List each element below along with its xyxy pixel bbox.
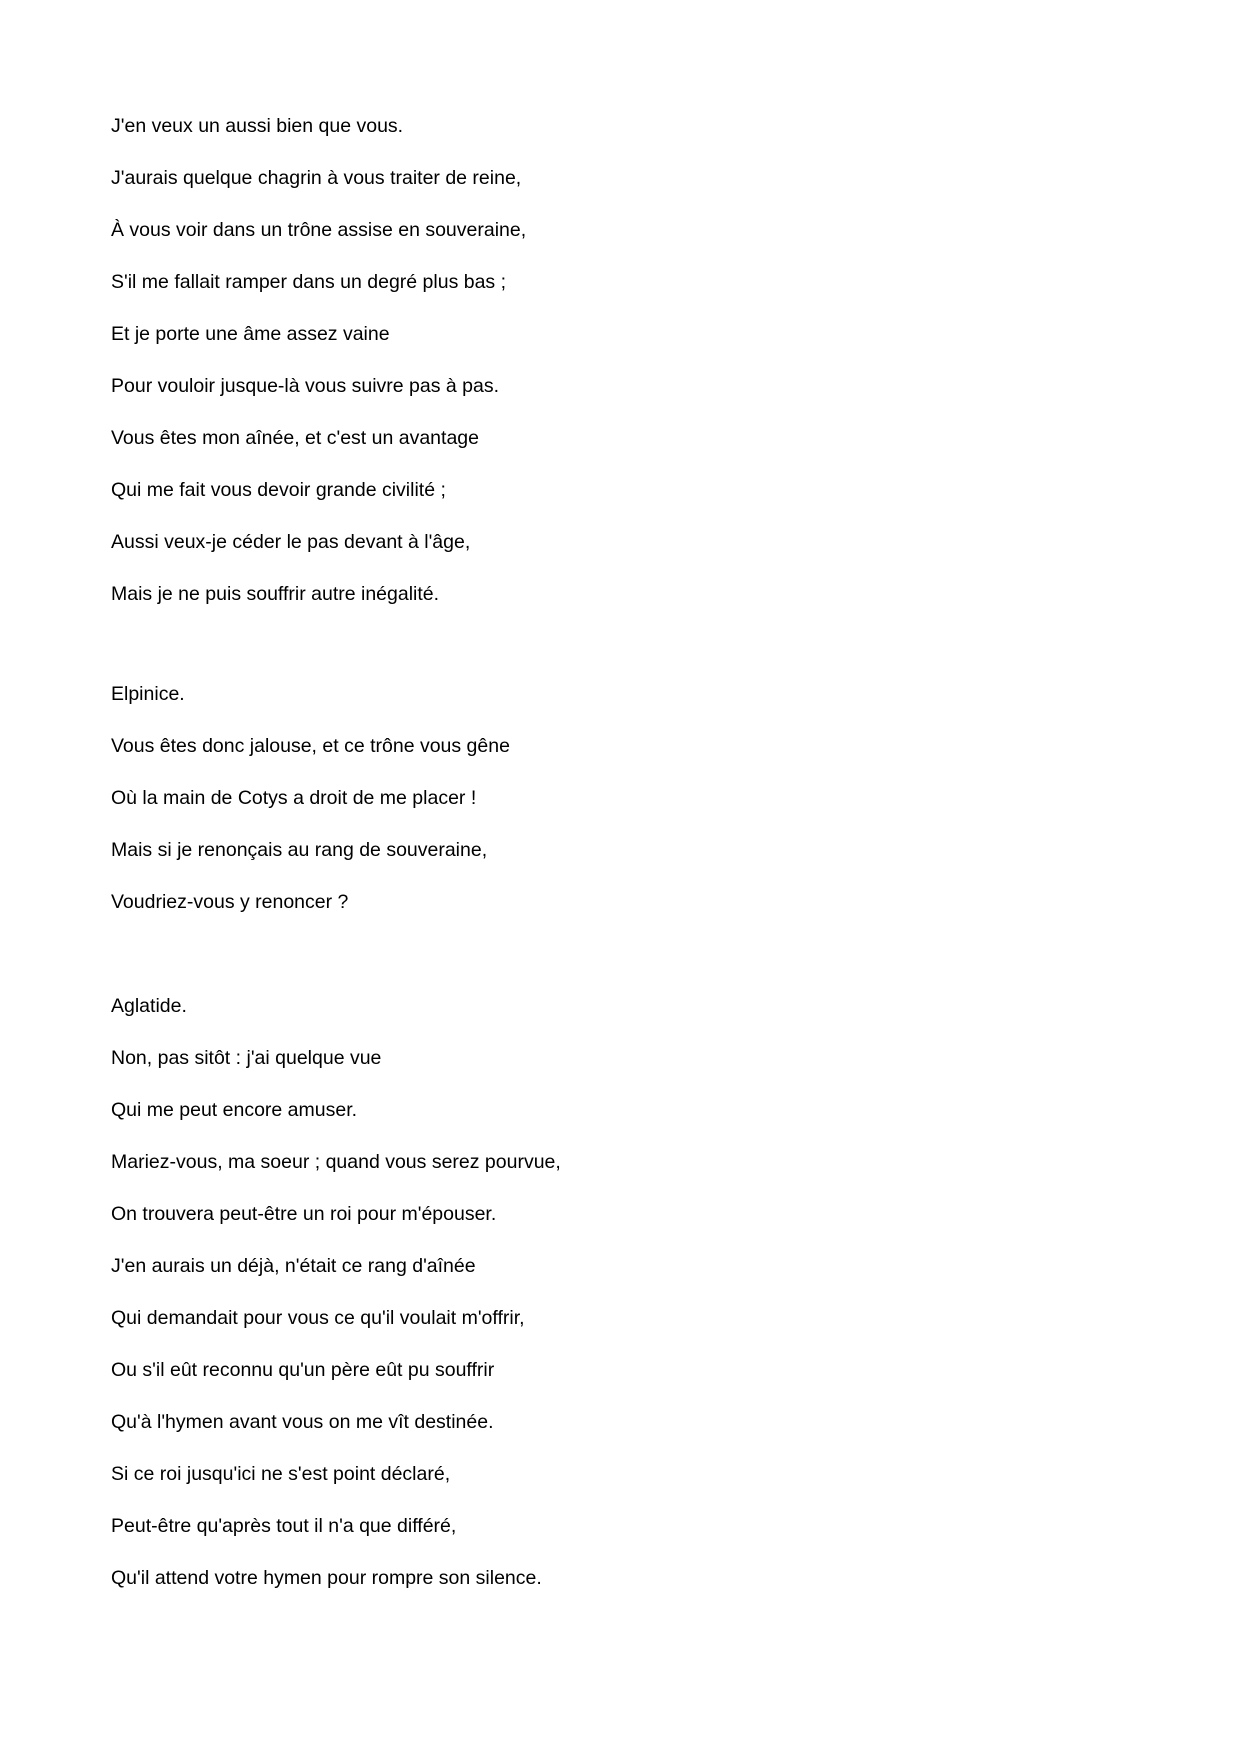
verse-line: Qui demandait pour vous ce qu'il voulait m'offrir, [111, 1307, 525, 1329]
verse-line: Où la main de Cotys a droit de me placer ! [111, 787, 477, 809]
speech-block-aglatide [111, 980, 561, 1604]
verse-line: Et je porte une âme assez vaine [111, 323, 390, 345]
verse-line: Vous êtes donc jalouse, et ce trône vous gêne [111, 735, 510, 757]
verse-line: Voudriez-vous y renoncer ? [111, 891, 349, 913]
verse-line: Pour vouloir jusque-là vous suivre pas à pas. [111, 375, 500, 397]
verse-line: Qu'à l'hymen avant vous on me vît destinée. [111, 1411, 494, 1433]
verse-line: Non, pas sitôt : j'ai quelque vue [111, 1047, 382, 1069]
verse-line: Mariez-vous, ma soeur ; quand vous serez pourvue, [111, 1151, 561, 1173]
verse-line: J'en veux un aussi bien que vous. [111, 115, 404, 137]
verse-line: On trouvera peut-être un roi pour m'épouser. [111, 1203, 497, 1225]
verse-line: J'en aurais un déjà, n'était ce rang d'aînée [111, 1255, 476, 1277]
verse-line: Qui me peut encore amuser. [111, 1099, 358, 1121]
verse-line: Aussi veux-je céder le pas devant à l'âge, [111, 531, 471, 553]
speech-block-elpinice [111, 668, 510, 928]
verse-line: Mais je ne puis souffrir autre inégalité. [111, 583, 440, 605]
speaker-name: Elpinice. [111, 683, 185, 705]
verse-line: À vous voir dans un trône assise en souveraine, [111, 219, 527, 241]
verse-line: Mais si je renonçais au rang de souveraine, [111, 839, 488, 861]
verse-line: Peut-être qu'après tout il n'a que différé, [111, 1515, 457, 1537]
verse-block [111, 100, 526, 620]
verse-line: Si ce roi jusqu'ici ne s'est point déclaré, [111, 1463, 451, 1485]
verse-line: Qui me fait vous devoir grande civilité ; [111, 479, 446, 501]
speaker-name: Aglatide. [111, 995, 187, 1017]
verse-line: J'aurais quelque chagrin à vous traiter de reine, [111, 167, 522, 189]
verse-line: Ou s'il eût reconnu qu'un père eût pu souffrir [111, 1359, 495, 1381]
verse-line: Vous êtes mon aînée, et c'est un avantage [111, 427, 479, 449]
verse-line: Qu'il attend votre hymen pour rompre son silence. [111, 1567, 542, 1589]
verse-line: S'il me fallait ramper dans un degré plus bas ; [111, 271, 507, 293]
